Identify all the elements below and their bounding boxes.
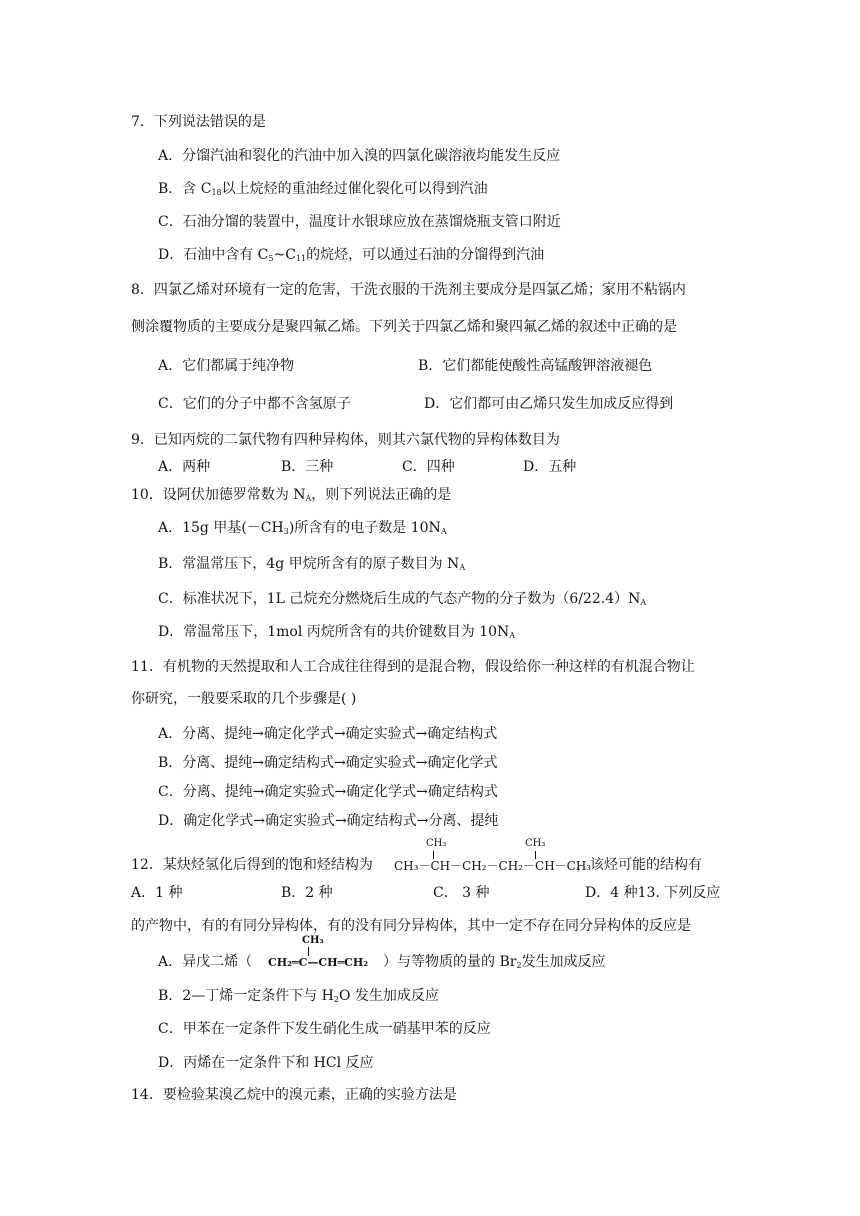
q9-option-c: C．四种 bbox=[402, 459, 455, 475]
q8-option-b: B．它们都能使酸性高锰酸钾溶液褪色 bbox=[418, 358, 653, 374]
q11-option-c: C．分离、提纯→确定实验式→确定化学式→确定结构式 bbox=[158, 784, 498, 800]
q13-methyl-branch: CH₃ bbox=[302, 935, 324, 946]
q12-option-c: C． 3 种 bbox=[433, 885, 490, 901]
q12-main-chain: CH₃－CH－CH₂－CH₂－CH－CH₃ bbox=[394, 859, 592, 873]
q13-stem-start: 13. 下列反应 bbox=[637, 885, 721, 901]
q11-stem-line2: 你研究，一般要采取的几个步骤是( ) bbox=[131, 691, 357, 707]
q12-option-b: B．2 种 bbox=[281, 885, 333, 901]
q12-methyl-branch-1: CH₃ bbox=[426, 838, 447, 849]
q9-stem: 9．已知丙烷的二氯代物有四种异构体，则其六氯代物的异构体数目为 bbox=[131, 432, 560, 448]
q11-stem-line1: 11．有机物的天然提取和人工合成往往得到的是混合物，假设给你一种这样的有机混合物让 bbox=[131, 659, 695, 675]
q13-main-chain: CH₂═C—CH═CH₂ bbox=[268, 956, 369, 969]
q14-stem: 14．要检验某溴乙烷中的溴元素，正确的实验方法是 bbox=[131, 1087, 457, 1103]
q12-stem: 12．某炔烃氢化后得到的饱和烃结构为 bbox=[131, 857, 373, 873]
q13-option-a-tail: ）与等物质的量的 $Br_2$发生加成反应 bbox=[383, 954, 606, 970]
q8-stem-line1: 8．四氯乙烯对环境有一定的危害，干洗衣服的干洗剂主要成分是四氯乙烯；家用不粘锅内 bbox=[131, 282, 686, 298]
q8-option-c: C．它们的分子中都不含氢原子 bbox=[158, 396, 351, 412]
q13-option-c: C．甲苯在一定条件下发生硝化生成一硝基甲苯的反应 bbox=[158, 1021, 491, 1037]
q7-option-d: D．石油中含有 $C_5\sim C_{11}$的烷烃，可以通过石油的分馏得到汽油 bbox=[158, 247, 545, 263]
q11-option-a: A．分离、提纯→确定化学式→确定实验式→确定结构式 bbox=[158, 726, 498, 742]
q13-stem: 的产物中，有的有同分异构体，有的没有同分异构体，其中一定不存在同分异构体的反应是 bbox=[131, 918, 691, 934]
q7-option-b: B．含 $C_{18}$以上烷烃的重油经过催化裂化可以得到汽油 bbox=[158, 181, 488, 197]
q10-option-b: B．常温常压下，4g 甲烷所含有的原子数目为 $N_A$ bbox=[158, 556, 466, 572]
q7-option-a: A．分馏汽油和裂化的汽油中加入溴的四氯化碳溶液均能发生反应 bbox=[158, 148, 561, 164]
q8-option-a: A．它们都属于纯净物 bbox=[158, 358, 295, 374]
q13-option-b: B．2—丁烯一定条件下与 $H_2O$ 发生加成反应 bbox=[158, 988, 439, 1004]
q12-option-d: D．4 种13. 下列反应 bbox=[585, 885, 721, 901]
q10-stem: 10．设阿伏加德罗常数为 $N_A$，则下列说法正确的是 bbox=[131, 487, 452, 503]
q10-option-a: A．15g 甲基$(-CH_3)$所含有的电子数是 $10N_A$ bbox=[158, 520, 447, 536]
q11-option-b: B．分离、提纯→确定结构式→确定实验式→确定化学式 bbox=[158, 755, 498, 771]
q12-option-a: A．1 种 bbox=[131, 885, 183, 901]
q13-option-a: A．异戊二烯（ bbox=[158, 954, 253, 970]
q7-option-c: C．石油分馏的装置中，温度计水银球应放在蒸馏烧瓶支管口附近 bbox=[158, 214, 561, 230]
q9-option-a: A．两种 bbox=[158, 459, 211, 475]
q12-methyl-branch-2: CH₃ bbox=[525, 838, 546, 849]
q9-option-b: B．三种 bbox=[281, 459, 334, 475]
q12-stem-post: ，该烃可能的结构有 bbox=[576, 857, 702, 873]
q7-stem: 7．下列说法错误的是 bbox=[131, 114, 266, 130]
q8-option-d: D．它们都可由乙烯只发生加成反应得到 bbox=[424, 396, 674, 412]
q10-option-c: C．标准状况下，1L 己烷充分燃烧后生成的气态产物的分子数为$(6/22.4)N_A$ bbox=[158, 591, 647, 607]
q13-branch-bond bbox=[308, 947, 309, 956]
q9-option-d: D．五种 bbox=[523, 459, 577, 475]
q8-stem-line2: 侧涂覆物质的主要成分是聚四氟乙烯。下列关于四氯乙烯和聚四氟乙烯的叙述中正确的是 bbox=[131, 319, 677, 335]
q10-option-d: D．常温常压下，1mol 丙烷所含有的共价键数目为 $10N_A$ bbox=[158, 624, 516, 640]
q13-option-d: D．丙烯在一定条件下和 HCl 反应 bbox=[158, 1055, 374, 1071]
q11-option-d: D．确定化学式→确定实验式→确定结构式→分离、提纯 bbox=[158, 813, 499, 829]
